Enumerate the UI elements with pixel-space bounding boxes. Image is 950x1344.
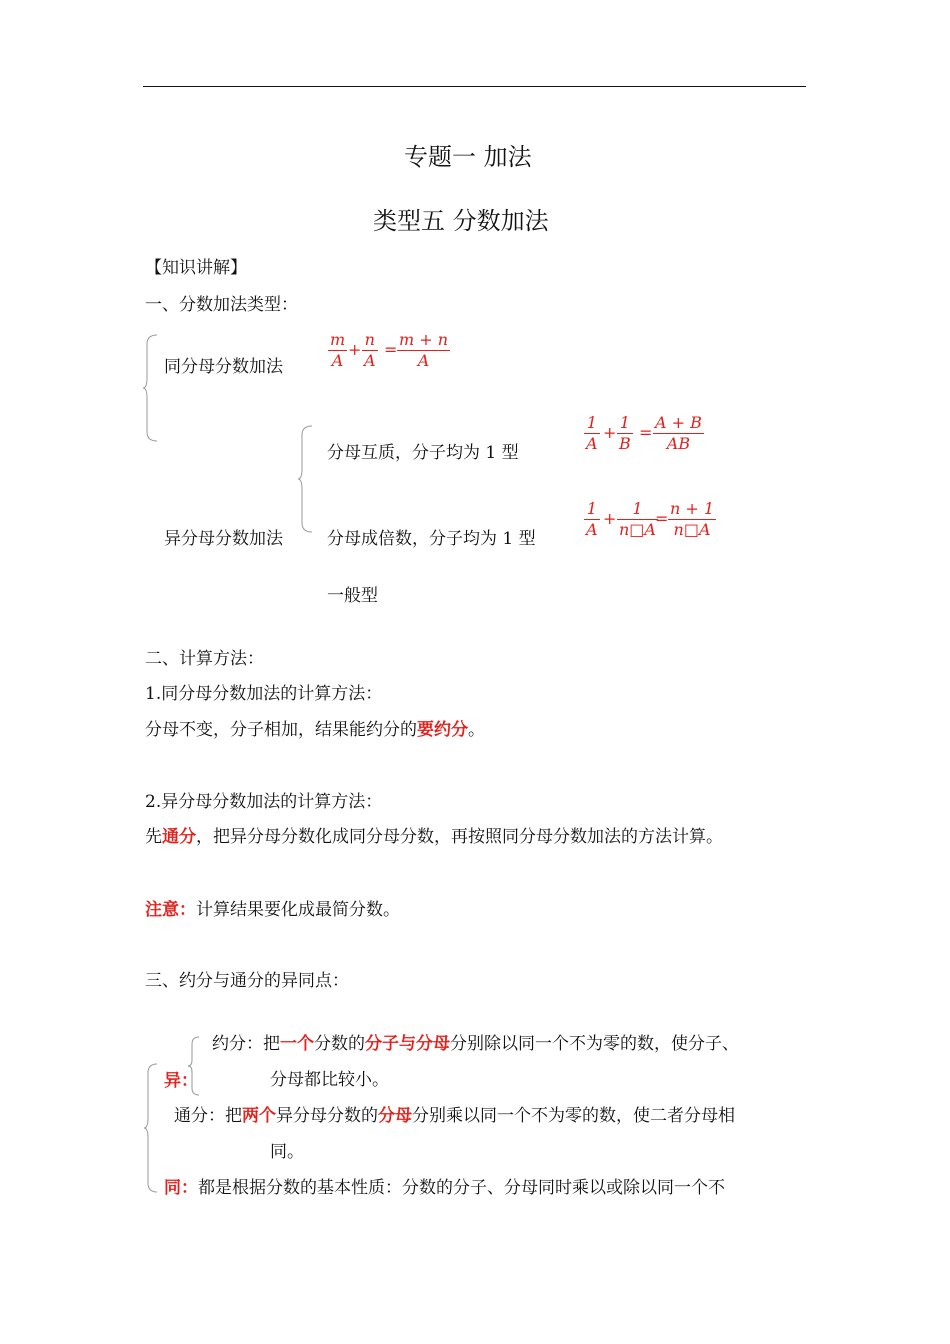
plus-sign: +: [348, 340, 362, 359]
big-brace-left: [143, 334, 159, 442]
same-label: 同：: [164, 1178, 198, 1198]
part1-heading: 一、分数加法类型：: [145, 295, 298, 315]
fraction: 1 A: [586, 499, 598, 539]
fraction: m A: [330, 330, 346, 370]
part2-heading: 二、计算方法：: [145, 649, 264, 669]
small-brace-left: [298, 425, 314, 533]
fraction: 1 n□A: [619, 499, 656, 539]
main-title: 专题一 加法: [404, 143, 532, 171]
highlight: 分子与分母: [365, 1034, 450, 1054]
note: 注意：计算结果要化成最简分数。: [145, 900, 400, 920]
highlight: 两个: [242, 1106, 276, 1126]
highlight: 分母: [378, 1106, 412, 1126]
diff-case1-label: 分母互质，分子均为 1 型: [327, 443, 519, 463]
plus-sign: +: [603, 509, 617, 528]
equals-sign: =: [655, 509, 669, 528]
fraction: n A: [364, 330, 376, 370]
fraction: A + B AB: [655, 413, 702, 453]
highlight: 要约分: [417, 720, 468, 740]
same-denom-label: 同分母分数加法: [164, 357, 283, 377]
fraction: 1 B: [619, 413, 631, 453]
yuefen-line1: 约分：把一个分数的分子与分母分别除以同一个不为零的数，使分子、: [212, 1034, 739, 1054]
method2-text: 先通分，把异分母分数化成同分母分数，再按照同分母分数加法的方法计算。: [145, 827, 723, 847]
fraction: m + n A: [399, 330, 449, 370]
same-line: 同：都是根据分数的基本性质：分数的分子、分母同时乘以或除以同一个不: [164, 1178, 725, 1198]
diff-denom-label: 异分母分数加法: [164, 529, 283, 549]
diff-case2-label: 分母成倍数，分子均为 1 型: [327, 529, 536, 549]
outer-brace: [143, 1063, 159, 1193]
method2-title: 2.异分母分数加法的计算方法：: [145, 792, 383, 812]
section-knowledge: 【知识讲解】: [145, 258, 247, 278]
diff-label: 异：: [164, 1071, 198, 1091]
method1-text: 分母不变，分子相加，结果能约分的要约分。: [145, 720, 485, 740]
highlight: 通分: [162, 827, 196, 847]
sub-title: 类型五 分数加法: [373, 207, 549, 235]
tongfen-line2: 同。: [270, 1142, 304, 1162]
equals-sign: =: [384, 340, 398, 359]
diff-case3-label: 一般型: [327, 586, 378, 606]
fraction: n + 1 n□A: [670, 499, 715, 539]
yuefen-line2: 分母都比较小。: [270, 1070, 389, 1090]
part3-heading: 三、约分与通分的异同点：: [145, 971, 349, 991]
method1-title: 1.同分母分数加法的计算方法：: [145, 684, 383, 704]
highlight: 一个: [280, 1034, 314, 1054]
note-label: 注意：: [145, 900, 196, 920]
fraction: 1 A: [586, 413, 598, 453]
header-rule: [143, 86, 806, 87]
tongfen-line1: 通分：把两个异分母分数的分母分别乘以同一个不为零的数，使二者分母相: [174, 1106, 735, 1126]
plus-sign: +: [603, 423, 617, 442]
equals-sign: =: [639, 423, 653, 442]
